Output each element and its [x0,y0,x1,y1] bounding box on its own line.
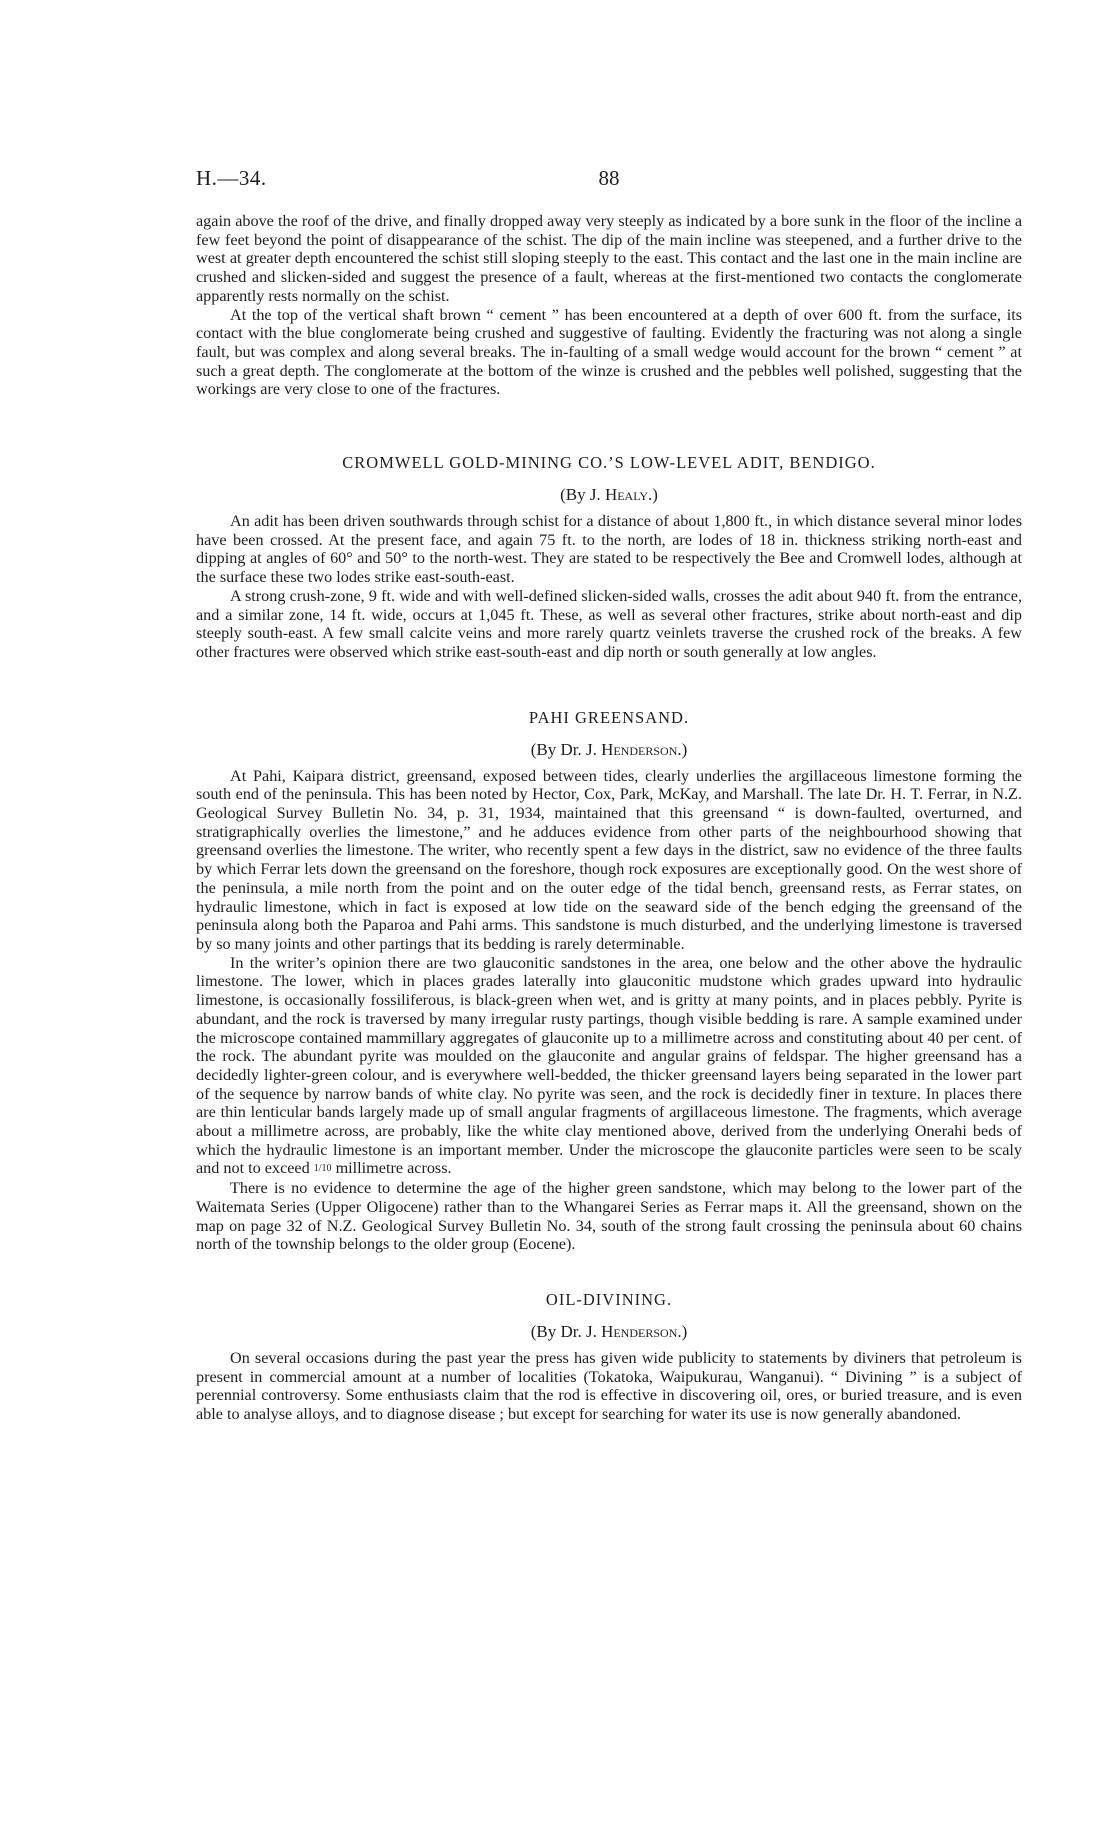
oil-byline: (By Dr. J. Henderson.) [530,1321,688,1341]
fraction-one-tenth: 1/10 [313,1163,332,1175]
pahi-byline: (By Dr. J. Henderson.) [530,739,688,759]
cromwell-heading: CROMWELL GOLD-MINING CO.’S LOW-LEVEL ADIT, BENDIGO. [342,453,876,473]
cromwell-section [196,453,1022,662]
cromwell-byline: (By J. Healy.) [560,485,658,505]
page-number: 88 [598,166,620,190]
oil-section [196,1290,1022,1424]
oil-paragraph-1: On several occasions during the past year the press has given wide publicity to statements by diviners that petroleum is present in commercial amount at a number of localities (Tokatoka, Waipukurau, Wanganui). “ Divining ” is a subject of perennial controversy. Some enthusiasts claim that the rod is effective in discovering oil, ores, or buried treasure, and is even able to analyse alloys, and to diagnose disease ; but except for searching for water its use is now generally abandoned. [196,1348,1022,1424]
document-code: H.—34. [196,166,267,190]
pahi-section [196,708,1022,1254]
intro-paragraph-2: At the top of the vertical shaft brown “ cement ” has been encountered at a depth of over 600 ft. from the surface, its contact with the blue conglomerate being crushed and suggestive of faulting. Evidently the fracturing was not along a single fault, but was complex and along several breaks. The in-faulting of a small wedge would account for the brown “ cement ” at such a great depth. The conglomerate at the bottom of the winze is crushed and the pebbles well polished, suggesting that the workings are very close to one of the fractures. [196,305,1022,399]
pahi-paragraph-3: There is no evidence to determine the age of the higher green sandstone, which may belong to the lower part of the Waitemata Series (Upper Oligocene) rather than to the Whangarei Series as Ferrar maps it. All the greensand, shown on the map on page 32 of N.Z. Geological Survey Bulletin No. 34, south of the strong fault crossing the peninsula about 60 chains north of the township belongs to the older group (Eocene). [196,1179,1022,1254]
intro-section [196,212,1022,399]
pahi-author: Henderson [601,739,678,759]
pahi-paragraph-2: In the writer’s opinion there are two glauconitic sandstones in the area, one below and the other above the hydraulic limestone. The lower, which in places grades laterally into glauconitic mudstone which grades upward into hydraulic limestone, is occasionally fossiliferous, is black-green when wet, and is gritty at many points, and in places pebbly. Pyrite is abundant, and the rock is traversed by many irregular rusty partings, though visible bedding is rare. A sample examined under the microscope contained mammillary aggregates of glauconite up to a millimetre across and constituting about 40 per cent. of the rock. The abundant pyrite was moulded on the glauconite and angular grains of feldspar. The higher greensand has a decidedly lighter-green colour, and is everywhere well-bedded, the thicker greensand layers being separated in the lower part of the sequence by narrow bands of white clay. No pyrite was seen, and the rock is decidedly finer in texture. In places there are thin lenticular bands largely made up of small angular fragments of argillaceous limestone. The fragments, which average about a millimetre across, are probably, like the white clay mentioned above, derived from the underlying Onerahi beds of which the hydraulic limestone is an important member. Under the microscope the glauconite particles were seen to be scaly and not to exceed 1/10 millimetre across. [196,953,1022,1178]
intro-paragraph-1: again above the roof of the drive, and finally dropped away very steeply as indicated by a bore sunk in the floor of the incline a few feet beyond the point of disappearance of the schist. The dip of the main incline was steepened, and a further drive to the west at greater depth encountered the schist still sloping steeply to the east. This contact and the last one in the main incline are crushed and slicken-sided and suggest the presence of a fault, whereas at the first-mentioned two contacts the conglomerate apparently rests normally on the schist. [196,212,1022,305]
cromwell-paragraph-2: A strong crush-zone, 9 ft. wide and with well-defined slicken-sided walls, crosses the adit about 940 ft. from the entrance, and a similar zone, 14 ft. wide, occurs at 1,045 ft. These, as well as several other fractures, strike about north-east and dip steeply south-east. A few small calcite veins and more rarely quartz veinlets traverse the crushed rock of the breaks. A few other fractures were observed which strike east-south-east and dip north or south generally at low angles. [196,586,1022,661]
cromwell-paragraph-1: An adit has been driven southwards through schist for a distance of about 1,800 ft., in which distance several minor lodes have been crossed. At the present face, and again 75 ft. to the north, are lodes of 18 in. thickness striking north-east and dipping at angles of 60° and 50° to the north-west. They are stated to be respectively the Bee and Cromwell lodes, although at the surface these two lodes strike east-south-east. [196,512,1022,587]
pahi-paragraph-1: At Pahi, Kaipara district, greensand, exposed between tides, clearly underlies the argillaceous limestone forming the south end of the peninsula. This has been noted by Hector, Cox, Park, McKay, and Marshall. The late Dr. H. T. Ferrar, in N.Z. Geological Survey Bulletin No. 34, p. 31, 1934, maintained that this greensand “ is down-faulted, overturned, and stratigraphically overlies the limestone,” and he adduces evidence from other parts of the neighbourhood showing that greensand overlies the limestone. The writer, who recently spent a few days in the district, saw no evidence of the three faults by which Ferrar lets down the greensand on the foreshore, though rock exposures are exceptionally good. On the west shore of the peninsula, a mile north from the point and on the outer edge of the tidal bench, greensand rests, as Ferrar states, on hydraulic limestone, which in fact is exposed at low tide on the seaward side of the bench edging the greensand of the peninsula along both the Paparoa and Pahi arms. This sandstone is much disturbed, and the underlying limestone is traversed by so many joints and other partings that its bedding is rarely determinable. [196,766,1022,953]
page-header [196,166,1022,192]
oil-heading: OIL-DIVINING. [545,1289,673,1309]
document-body [196,212,1022,1424]
oil-author: Henderson [601,1321,678,1341]
cromwell-author: Healy [604,485,649,505]
pahi-heading: PAHI GREENSAND. [528,707,690,727]
